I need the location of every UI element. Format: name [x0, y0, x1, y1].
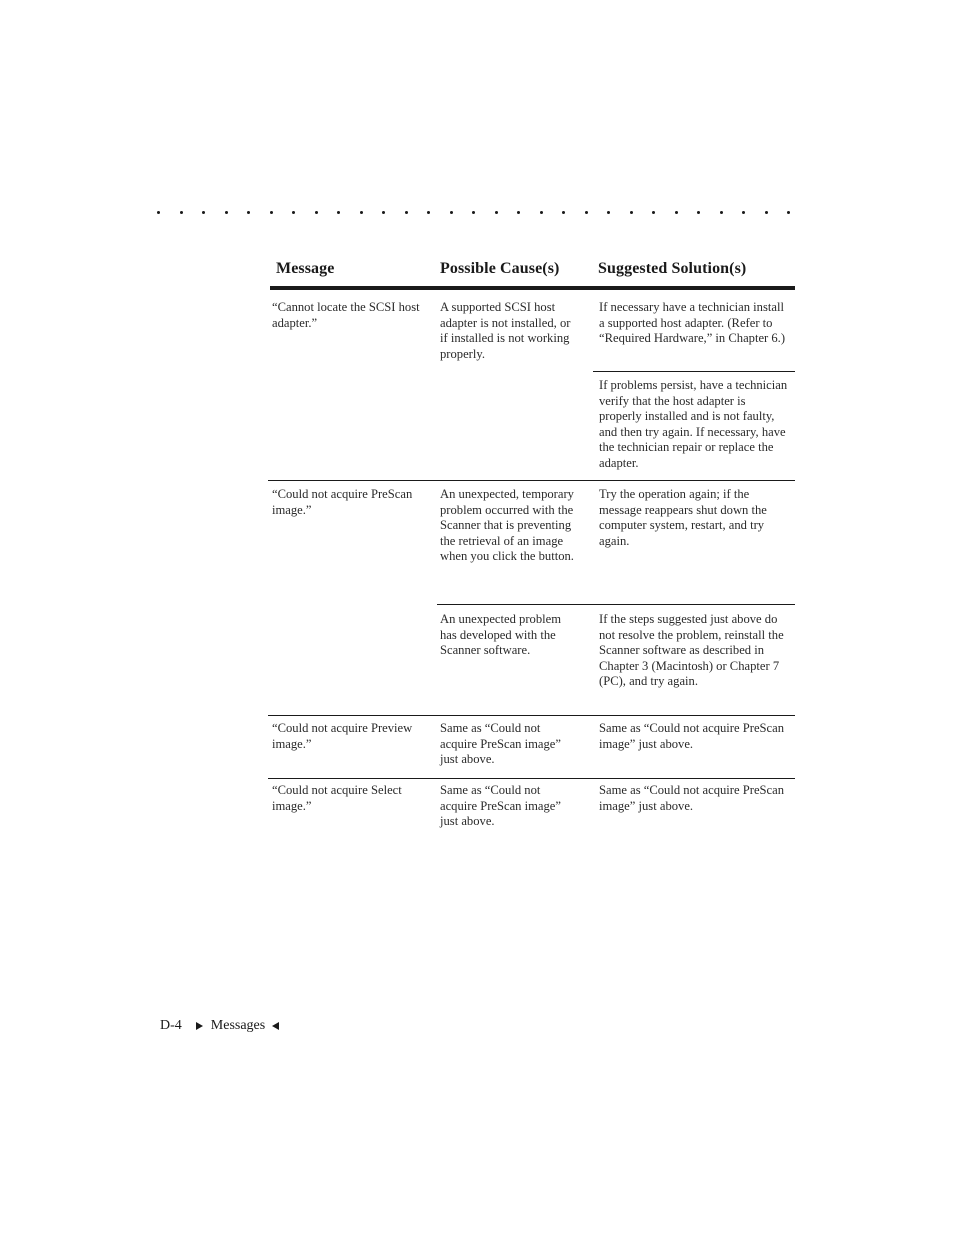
row-2-message: “Could not acquire PreScan image.”: [272, 487, 413, 517]
row-3-rule: [268, 778, 795, 779]
row-3-cause: Same as “Could not acquire PreScan image” just above.: [440, 721, 561, 767]
row-2-solution-2: If the steps suggested just above do not resolve the problem, reinstall the Scanner software as described in Chapter 3 (Macintosh) or Chapter 7 (PC), and try again.: [599, 612, 784, 689]
dot: [562, 211, 565, 214]
row-2-rule: [268, 715, 795, 716]
row-4-message: “Could not acquire Select image.”: [272, 783, 402, 813]
row-1-message: “Cannot locate the SCSI host adapter.”: [272, 300, 420, 330]
page-footer: [160, 1018, 279, 1034]
dot: [360, 211, 363, 214]
row-3-solution: Same as “Could not acquire PreScan image” just above.: [599, 721, 785, 751]
dot: [292, 211, 295, 214]
dot: [607, 211, 610, 214]
header-rule: [270, 286, 795, 290]
row-3-message: “Could not acquire Preview image.”: [272, 721, 413, 751]
dot: [787, 211, 790, 214]
row-4-cause: Same as “Could not acquire PreScan image” just above.: [440, 783, 561, 829]
column-header-solution: Suggested Solution(s): [598, 260, 747, 277]
dot: [405, 211, 408, 214]
triangle-left-icon: [272, 1022, 279, 1030]
page-number: D-4: [160, 1018, 182, 1033]
row-2-sub-rule: [437, 604, 795, 605]
dot: [472, 211, 475, 214]
dot: [202, 211, 205, 214]
dot: [630, 211, 633, 214]
dot: [247, 211, 250, 214]
dot: [450, 211, 453, 214]
row-1-solution-2: If problems persist, have a technician verify that the host adapter is properly installed and is not faulty, and then try again. If necessary, have the technician repair or replace the adapter.: [599, 378, 788, 470]
row-1-cause: A supported SCSI host adapter is not installed, or if installed is not working properly.: [440, 300, 571, 361]
row-1-sub-rule: [593, 371, 795, 372]
dot: [675, 211, 678, 214]
dot: [315, 211, 318, 214]
dot: [225, 211, 228, 214]
column-header-cause: Possible Cause(s): [440, 260, 560, 277]
dot: [697, 211, 700, 214]
column-header-message: Message: [276, 260, 335, 277]
dot: [720, 211, 723, 214]
dot: [765, 211, 768, 214]
dot: [652, 211, 655, 214]
dot: [495, 211, 498, 214]
row-1-rule: [268, 480, 795, 481]
dot: [157, 211, 160, 214]
dot: [517, 211, 520, 214]
dot: [742, 211, 745, 214]
dot: [337, 211, 340, 214]
dot: [540, 211, 543, 214]
dot: [427, 211, 430, 214]
dotted-rule: [157, 205, 790, 219]
section-name: Messages: [210, 1018, 266, 1033]
row-1-solution-1: If necessary have a technician install a supported host adapter. (Refer to “Required Hardware,” in Chapter 6.): [599, 300, 786, 346]
dot: [180, 211, 183, 214]
row-2-cause-1: An unexpected, temporary problem occurred with the Scanner that is preventing the retrieval of an image when you click the button.: [440, 487, 574, 564]
row-4-solution: Same as “Could not acquire PreScan image” just above.: [599, 783, 785, 813]
row-2-cause-2: An unexpected problem has developed with the Scanner software.: [440, 612, 561, 658]
dot: [270, 211, 273, 214]
dot: [382, 211, 385, 214]
triangle-right-icon: [196, 1022, 203, 1030]
row-2-solution-1: Try the operation again; if the message reappears shut down the computer system, restart, and try again.: [599, 487, 767, 548]
dot: [585, 211, 588, 214]
